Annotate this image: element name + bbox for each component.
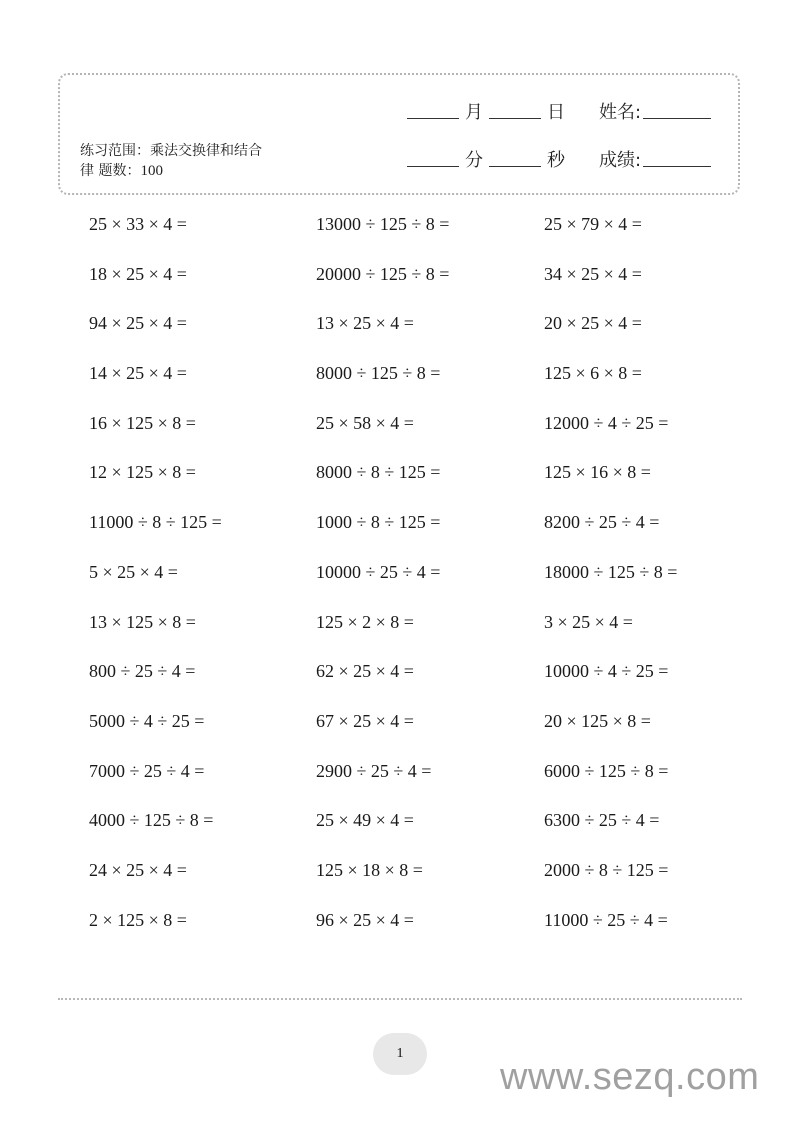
problem-item: 2900 ÷ 25 ÷ 4 =: [316, 760, 432, 781]
problem-item: 125 × 6 × 8 =: [544, 363, 642, 384]
problem-item: 25 × 33 × 4 =: [89, 214, 187, 234]
problem-item: 7000 ÷ 25 ÷ 4 =: [89, 760, 205, 781]
problem-item: 18000 ÷ 125 ÷ 8 =: [544, 561, 678, 582]
date-name-row: [407, 99, 711, 125]
day-blank[interactable]: [489, 118, 541, 119]
name-blank[interactable]: [643, 118, 711, 119]
problem-item: 25 × 49 × 4 =: [316, 810, 414, 831]
problem-item: 10000 ÷ 4 ÷ 25 =: [544, 661, 669, 682]
problem-item: 11000 ÷ 8 ÷ 125 =: [89, 512, 222, 533]
problem-item: 6000 ÷ 125 ÷ 8 =: [544, 760, 669, 781]
day-label: 日: [547, 102, 565, 123]
problem-item: 20 × 25 × 4 =: [544, 313, 642, 334]
problem-item: 18 × 25 × 4 =: [89, 263, 187, 284]
problem-grid: [89, 211, 769, 956]
minute-blank[interactable]: [407, 166, 459, 167]
problem-item: 24 × 25 × 4 =: [89, 859, 187, 880]
footer-divider: [58, 998, 742, 1000]
problem-item: 125 × 18 × 8 =: [316, 859, 423, 880]
second-label: 秒: [547, 150, 565, 171]
problem-item: 67 × 25 × 4 =: [316, 710, 414, 731]
problem-item: 2 × 125 × 8 =: [89, 909, 187, 930]
problem-item: 25 × 79 × 4 =: [544, 214, 642, 234]
scope-line1: 练习范围：乘法交换律和结合: [80, 143, 262, 159]
problem-item: 13 × 25 × 4 =: [316, 313, 414, 334]
score-label: 成绩:: [599, 150, 642, 171]
problem-item: 5 × 25 × 4 =: [89, 561, 178, 582]
problem-item: 8200 ÷ 25 ÷ 4 =: [544, 512, 660, 533]
watermark: www.sezq.com: [500, 1056, 760, 1098]
time-score-row: [407, 147, 711, 173]
problem-item: 11000 ÷ 25 ÷ 4 =: [544, 909, 668, 930]
practice-scope: [80, 141, 305, 181]
minute-label: 分: [465, 150, 483, 171]
problem-item: 8000 ÷ 8 ÷ 125 =: [316, 462, 441, 483]
month-label: 月: [465, 102, 483, 123]
problem-item: 14 × 25 × 4 =: [89, 363, 187, 384]
problem-item: 20000 ÷ 125 ÷ 8 =: [316, 263, 450, 284]
name-label: 姓名:: [599, 102, 642, 123]
problem-item: 12 × 125 × 8 =: [89, 462, 196, 483]
problem-item: 34 × 25 × 4 =: [544, 263, 642, 284]
problem-item: 94 × 25 × 4 =: [89, 313, 187, 334]
problem-item: 4000 ÷ 125 ÷ 8 =: [89, 810, 214, 831]
problem-item: 6300 ÷ 25 ÷ 4 =: [544, 810, 660, 831]
problem-item: 16 × 125 × 8 =: [89, 412, 196, 433]
problem-item: 25 × 58 × 4 =: [316, 412, 414, 433]
month-blank[interactable]: [407, 118, 459, 119]
problem-item: 13 × 125 × 8 =: [89, 611, 196, 632]
problem-item: 1000 ÷ 8 ÷ 125 =: [316, 512, 441, 533]
problem-item: 10000 ÷ 25 ÷ 4 =: [316, 561, 441, 582]
problem-item: 125 × 16 × 8 =: [544, 462, 651, 483]
problem-item: 800 ÷ 25 ÷ 4 =: [89, 661, 196, 682]
page-number: 1: [373, 1033, 427, 1075]
problem-item: 5000 ÷ 4 ÷ 25 =: [89, 710, 205, 731]
problem-item: 20 × 125 × 8 =: [544, 710, 651, 731]
problem-item: 125 × 2 × 8 =: [316, 611, 414, 632]
problem-item: 62 × 25 × 4 =: [316, 661, 414, 682]
second-blank[interactable]: [489, 166, 541, 167]
problem-item: 96 × 25 × 4 =: [316, 909, 414, 930]
problem-item: 3 × 25 × 4 =: [544, 611, 633, 632]
problem-item: 8000 ÷ 125 ÷ 8 =: [316, 363, 441, 384]
problem-item: 13000 ÷ 125 ÷ 8 =: [316, 214, 450, 234]
problem-item: 2000 ÷ 8 ÷ 125 =: [544, 859, 669, 880]
scope-line2-prefix: 律 题数：: [80, 163, 141, 179]
problem-item: 12000 ÷ 4 ÷ 25 =: [544, 412, 669, 433]
score-blank[interactable]: [643, 166, 711, 167]
problem-count: 100: [140, 163, 163, 179]
